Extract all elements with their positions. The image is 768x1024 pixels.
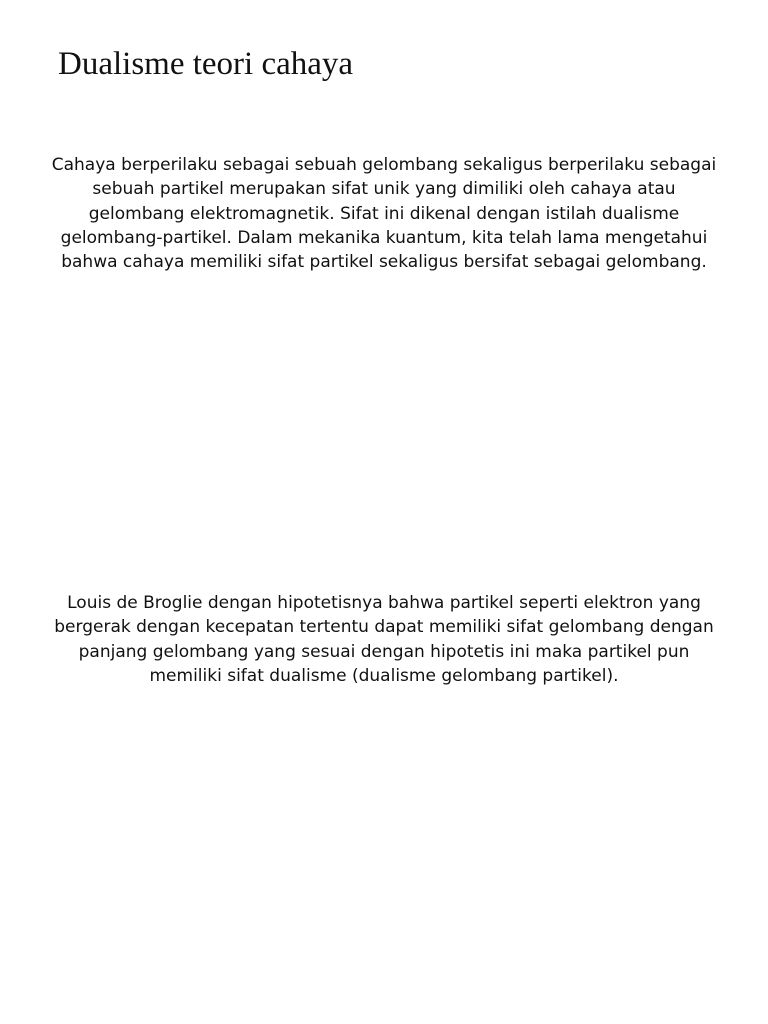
page-title: Dualisme teori cahaya bbox=[58, 46, 354, 82]
paragraph-light-duality: Cahaya berperilaku sebagai sebuah gelombang sekaligus berperilaku sebagai sebuah partikel merupakan sifat unik yang dimiliki oleh cahaya atau gelombang elektromagnetik. Sifat ini dikenal dengan istilah dualisme gelombang-partikel. Dalam mekanika kuantum, kita telah lama mengetahui bahwa cahaya memiliki sifat partikel sekaligus bersifat sebagai gelombang. bbox=[51, 155, 717, 273]
paragraph-de-broglie: Louis de Broglie dengan hipotetisnya bahwa partikel seperti elektron yang bergerak dengan kecepatan tertentu dapat memiliki sifat gelombang dengan panjang gelombang yang sesuai dengan hipotetis ini maka partikel pun memiliki sifat dualisme (dualisme gelombang partikel). bbox=[54, 593, 714, 686]
